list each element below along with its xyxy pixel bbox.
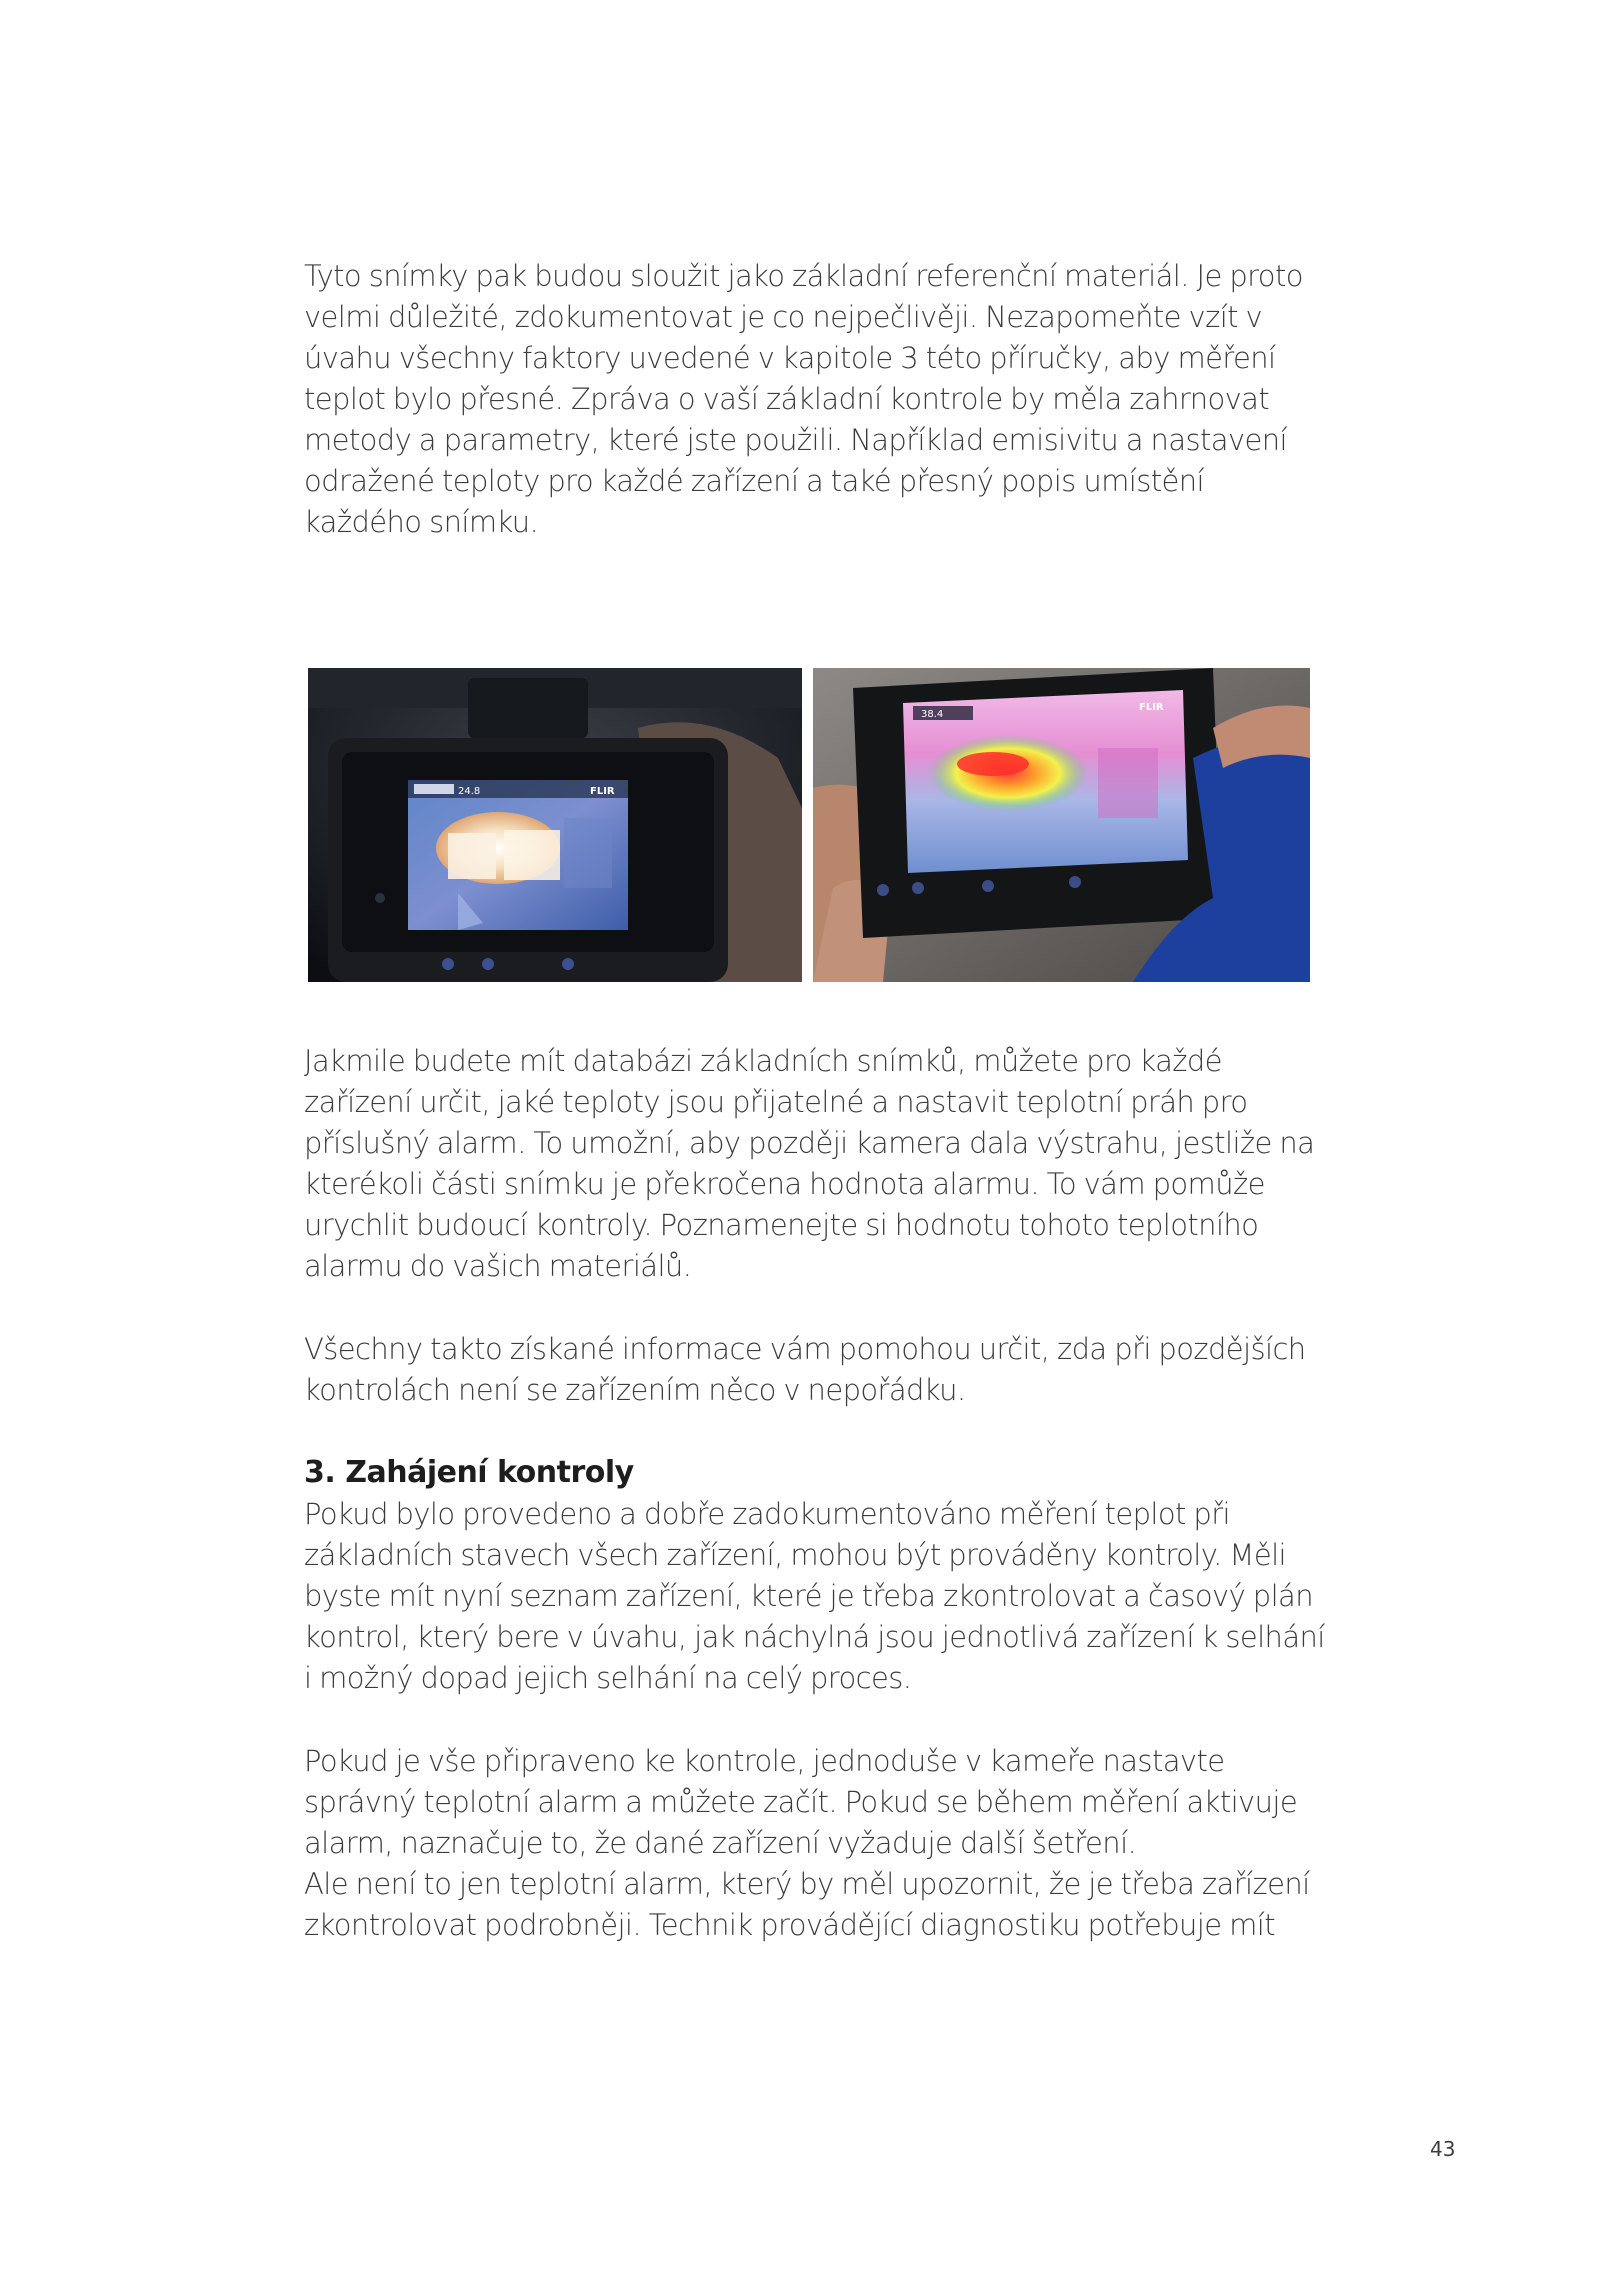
screen-temp-reading: 38.4 (921, 709, 944, 720)
photo-thermal-camera-right (813, 668, 1310, 982)
text-line: příslušný alarm. To umožní, aby později kamera dala výstrahu, jestliže na (304, 1126, 1315, 1160)
paragraph-information-use (304, 1329, 1314, 1411)
text-line: alarm, naznačuje to, že dané zařízení vyžaduje další šetření. (304, 1826, 1137, 1860)
text-line: kontrolách není se zařízením něco v nepořádku. (304, 1373, 966, 1407)
text-line: každého snímku. (304, 505, 539, 539)
text-line: alarmu do vašich materiálů. (304, 1249, 692, 1283)
text-line: odražené teploty pro každé zařízení a také přesný popis umístění (304, 464, 1204, 498)
paragraph-alarm-database (304, 1041, 1314, 1287)
text-line: kterékoli části snímku je překročena hodnota alarmu. To vám pomůže (304, 1167, 1265, 1201)
text-line: Tyto snímky pak budou sloužit jako základní referenční materiál. Je proto (304, 259, 1303, 293)
text-line: teplot bylo přesné. Zpráva o vaší základní kontrole by měla zahrnovat (304, 382, 1270, 416)
text-line: urychlit budoucí kontroly. Poznamenejte si hodnotu tohoto teplotního (304, 1208, 1259, 1242)
text-line: Pokud bylo provedeno a dobře zadokumentováno měření teplot při (304, 1497, 1230, 1531)
text-line: úvahu všechny faktory uvedené v kapitole 3 této příručky, aby měření (304, 341, 1276, 375)
text-line: Všechny takto získané informace vám pomohou určit, zda při pozdějších (304, 1332, 1306, 1366)
text-line: zkontrolovat podrobněji. Technik provádějící diagnostiku potřebuje mít (304, 1908, 1275, 1942)
paragraph-intro (304, 256, 1314, 543)
text-line: zařízení určit, jaké teploty jsou přijatelné a nastavit teplotní práh pro (304, 1085, 1248, 1119)
text-line: základních stavech všech zařízení, mohou být prováděny kontroly. Měli (304, 1538, 1286, 1572)
text-line: Ale není to jen teplotní alarm, který by měl upozornit, že je třeba zařízení (304, 1867, 1310, 1901)
photo-thermal-camera-left (308, 668, 802, 982)
text-line: i možný dopad jejich selhání na celý proces. (304, 1661, 912, 1695)
brand-logo-text: FLIR (1139, 702, 1164, 713)
text-line: Jakmile budete mít databázi základních snímků, můžete pro každé (304, 1044, 1222, 1078)
screen-temp-reading: 24.8 (458, 786, 481, 797)
paragraph-alarm-setup (304, 1741, 1314, 1946)
page-number: 43 (1430, 2137, 1456, 2161)
text-line: byste mít nyní seznam zařízení, které je třeba zkontrolovat a časový plán (304, 1579, 1314, 1613)
paragraph-inspection-start (304, 1494, 1325, 1699)
section-heading: 3. Zahájení kontroly (304, 1455, 634, 1490)
text-line: kontrol, který bere v úvahu, jak náchylná jsou jednotlivá zařízení k selhání (304, 1620, 1325, 1654)
brand-logo-text: FLIR (590, 786, 615, 797)
text-line: Pokud je vše připraveno ke kontrole, jednoduše v kameře nastavte (304, 1744, 1225, 1778)
text-line: velmi důležité, zdokumentovat je co nejpečlivěji. Nezapomeňte vzít v (304, 300, 1263, 334)
text-line: metody a parametry, které jste použili. Například emisivitu a nastavení (304, 423, 1287, 457)
text-line: správný teplotní alarm a můžete začít. Pokud se během měření aktivuje (304, 1785, 1298, 1819)
